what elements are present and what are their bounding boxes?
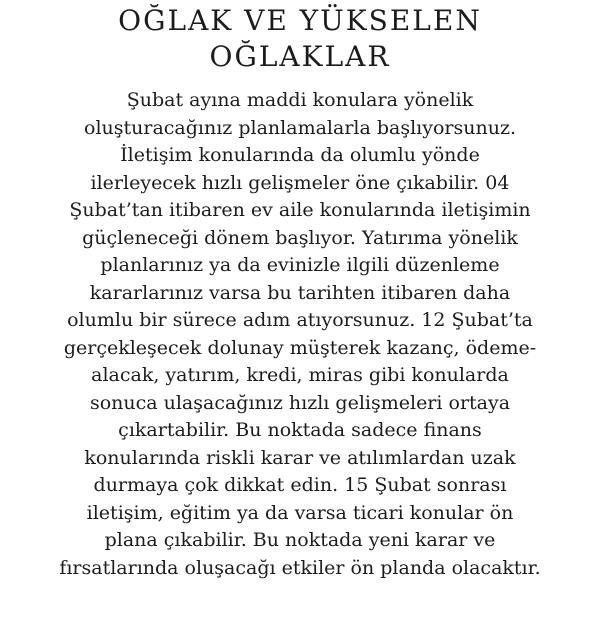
body-line: güçleneceği dönem başlıyor. Yatırıma yönelik xyxy=(82,226,518,249)
body-line: Şubat ayına maddi konulara yönelik xyxy=(126,89,474,111)
body-line: gerçekleşecek dolunay müşterek kazanç, ödeme- xyxy=(63,336,537,359)
body-line: sonuca ulaşacağınız hızlı gelişmeleri ortaya xyxy=(89,391,511,414)
body-line: alacak, yatırım, kredi, miras gibi konularda xyxy=(91,364,509,386)
title-line: OĞLAKLAR xyxy=(209,40,391,73)
body-line: oluşturacağınız planlamalarla başlıyorsunuz. xyxy=(84,116,516,139)
body-line: plana çıkabilir. Bu noktada yeni karar ve xyxy=(104,529,496,551)
body-line: çıkartabilir. Bu noktada sadece finans xyxy=(118,419,482,441)
body-line: iletişim, eğitim ya da varsa ticari konular ön xyxy=(86,501,514,524)
body-line: Şubat’tan itibaren ev aile konularında iletişimin xyxy=(69,199,531,221)
body-line: olumlu bir sürece adım atıyorsunuz. 12 Şubat’ta xyxy=(67,309,533,331)
body-line: durmaya çok dikkat edin. 15 Şubat sonrası xyxy=(93,474,507,496)
body-line: planlarınız ya da evinizle ilgili düzenleme xyxy=(100,254,500,276)
body-line: fırsatlarında oluşacağı etkiler ön planda olacaktır. xyxy=(59,556,541,579)
body-line: konularında riskli karar ve atılımlardan uzak xyxy=(84,446,516,469)
body-line: kararlarınız varsa bu tarihten itibaren daha xyxy=(89,281,511,304)
body-paragraph xyxy=(0,87,600,582)
body-line: İletişim konularında da olumlu yönde xyxy=(120,144,480,166)
title-line: OĞLAK VE YÜKSELEN xyxy=(118,4,482,37)
body-line: ilerleyecek hızlı gelişmeler öne çıkabilir. 04 xyxy=(90,171,510,194)
page-title xyxy=(0,3,600,75)
